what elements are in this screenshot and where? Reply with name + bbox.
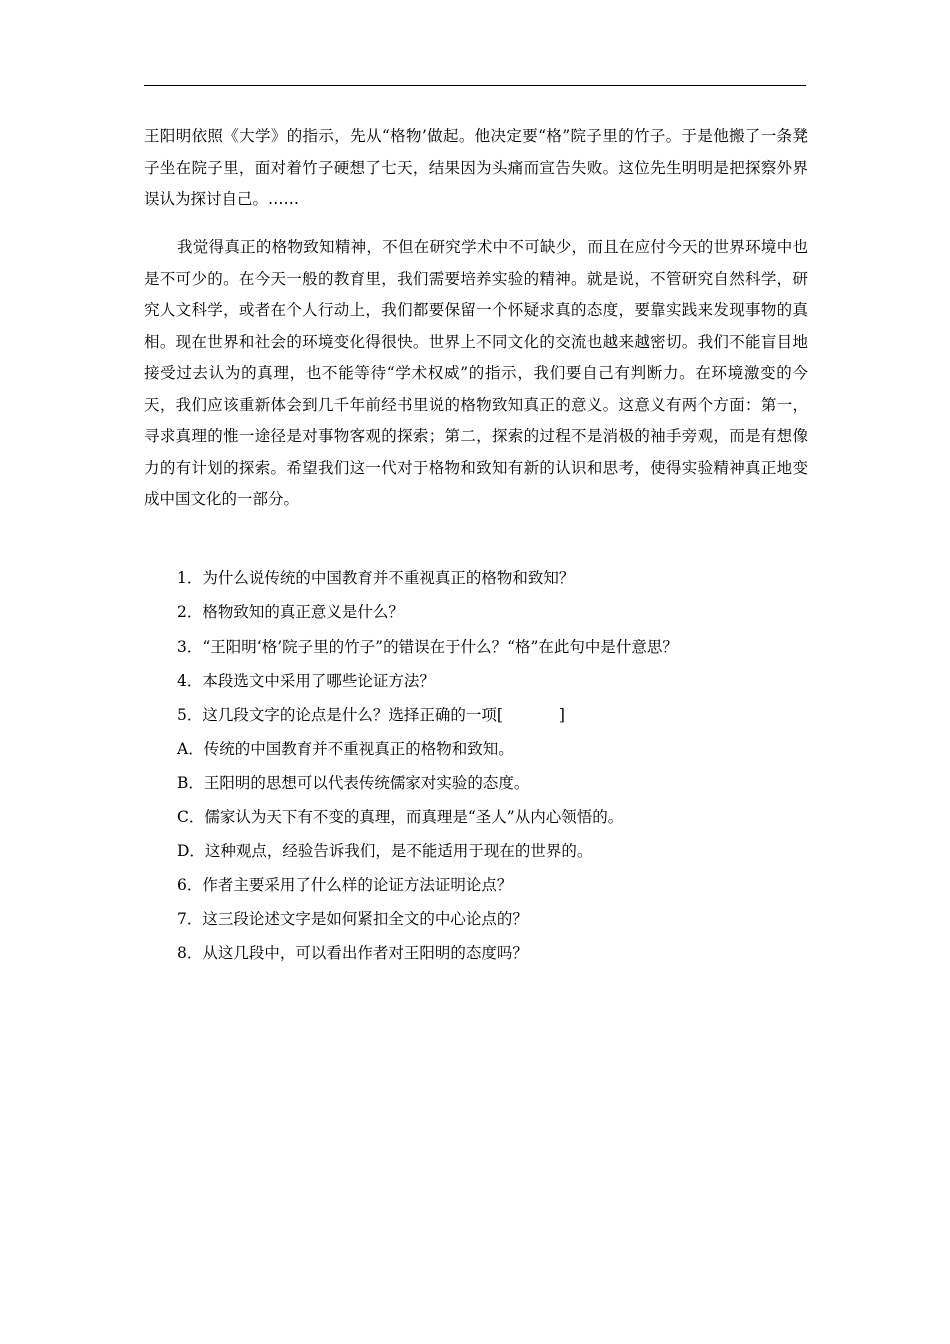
option-b: B．王阳明的思想可以代表传统儒家对实验的态度。 [177,774,530,792]
option-c: C．儒家认为天下有不变的真理，而真理是“圣人”从内心领悟的。 [177,808,624,826]
question-5-bracket-close: ] [558,706,565,724]
option-d: D．这种观点，经验告诉我们，是不能适用于现在的世界的。 [177,842,593,860]
passage-paragraph-1: 王阳明依照《大学》的指示，先从“格物’做起。他决定要“格”院子里的竹子。于是他搬了一条凳子坐在院子里，面对着竹子硬想了七天，结果因为头痛而宣告失败。这位先生明明是把探察外界误认为探讨自己。…… [144,127,808,208]
header-rule [144,85,806,86]
question-5 [177,703,565,725]
question-5-text: 5．这几段文字的论点是什么？选择正确的一项[ [177,706,503,724]
question-6: 6．作者主要采用了什么样的论证方法证明论点？ [177,876,513,894]
question-4: 4．本段选文中采用了哪些论证方法？ [177,672,435,690]
passage-paragraph-2: 我觉得真正的格物致知精神，不但在研究学术中不可缺少，而且在应付今天的世界环境中也是不可少的。在今天一般的教育里，我们需要培养实验的精神。就是说，不管研究自然科学，研究人文科学，或者在个人行动上，我们都要保留一个怀疑求真的态度，要靠实践来发现事物的真相。现在世界和社会的环境变化得很快。世界上不同文化的交流也越来越密切。我们不能盲目地接受过去认为的真理，也不能等待“学术权威”的指示，我们要自己有判断力。在环境激变的今天，我们应该重新体会到几千年前经书里说的格物致知真正的意义。这意义有两个方面：第一，寻求真理的惟一途径是对事物客观的探索；第二，探索的过程不是消极的袖手旁观，而是有想像力的有计划的探索。希望我们这一代对于格物和致知有新的认识和思考，使得实验精神真正地变成中国文化的一部分。 [144,238,808,508]
question-1: 1．为什么说传统的中国教育并不重视真正的格物和致知？ [177,569,575,587]
question-2: 2．格物致知的真正意义是什么？ [177,603,404,621]
option-a: A．传统的中国教育并不重视真正的格物和致知。 [177,740,514,758]
question-7: 7．这三段论述文字是如何紧扣全文的中心论点的？ [177,910,528,928]
question-8: 8．从这几段中，可以看出作者对王阳明的态度吗？ [177,944,528,962]
question-3: 3．“王阳明‘格’院子里的竹子”的错误在于什么？“格”在此句中是什意思？ [177,638,678,656]
